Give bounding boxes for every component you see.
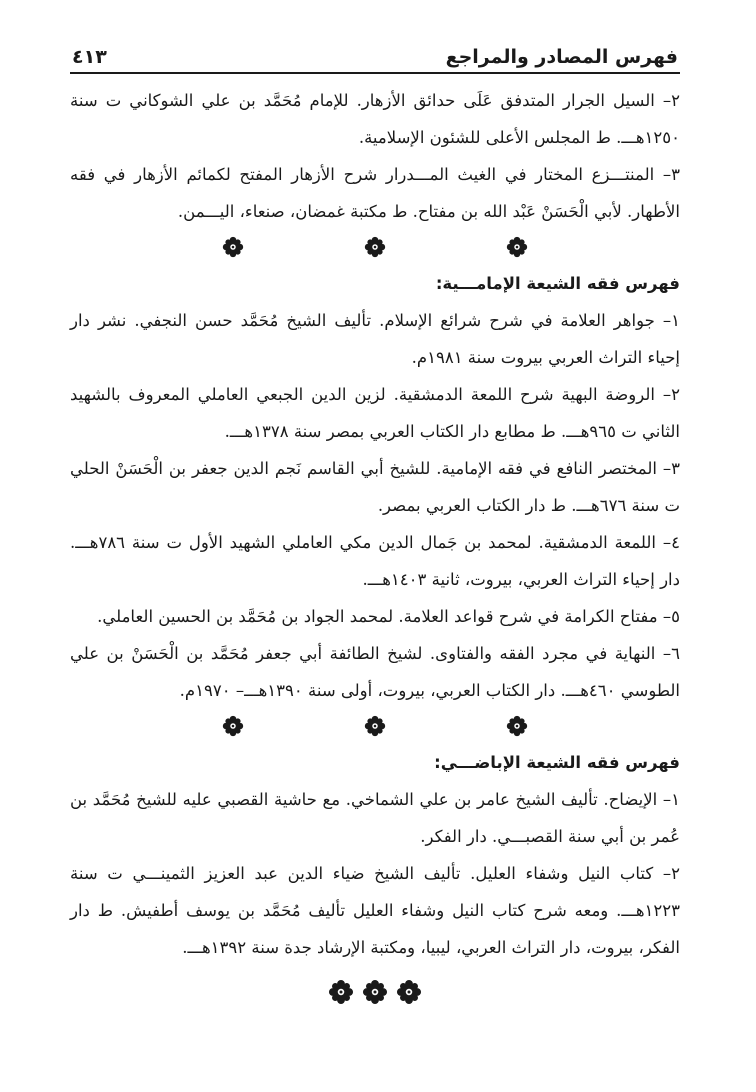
reference-entry: ٢– السيل الجرار المتدفق عَلَى حدائق الأزهار. للإمام مُحَمَّد بن علي الشوكاني ت سنة ١٢٥٠هـــ. ط المجلس الأعلى للشئون الإسلامية. bbox=[70, 91, 680, 147]
flower-ornament-icon bbox=[222, 236, 244, 258]
flower-ornament-icon bbox=[364, 715, 386, 737]
reference-entry: ٣– المنتـــزع المختار في الغيث المـــدرار شرح الأزهار المفتح لكمائم الأزهار في فقه الأطهار. لأبي الْحَسَنْ عَبْد الله بن مفتاح. ط مكتبة غمضان، صنعاء، اليـــمن. bbox=[70, 165, 680, 221]
flower-ornament-icon bbox=[506, 236, 528, 258]
flower-ornament-icon bbox=[506, 715, 528, 737]
running-title: فهرس المصادر والمراجع bbox=[445, 46, 678, 68]
flower-ornament-icon bbox=[222, 715, 244, 737]
flower-ornament-icon bbox=[328, 979, 354, 1005]
reference-entry: ٢– الروضة البهية شرح اللمعة الدمشقية. لزين الدين الجبعي العاملي المعروف بالشهيد الثاني ت ٩٦٥هـــ. ط مطابع دار الكتاب العربي بمصر سنة ١٣٧٨هـــ. bbox=[70, 385, 680, 441]
reference-entry: ٣– المختصر النافع في فقه الإمامية. للشيخ أبي القاسم نَجم الدين جعفر بن الْحَسَنْ الحلي ت سنة ٦٧٦هـــ. ط دار الكتاب العربي بمصر. bbox=[70, 459, 680, 515]
reference-entry: ٦– النهاية في مجرد الفقه والفتاوى. لشيخ الطائفة أبي جعفر مُحَمَّد بن الْحَسَنْ بن علي الطوسي ٤٦٠هـــ. دار الكتاب العربي، بيروت، أولى سنة ١٣٩٠هـــ– ١٩٧٠م. bbox=[70, 644, 680, 700]
reference-entry: ٥– مفتاح الكرامة في شرح قواعد العلامة. لمحمد الجواد بن مُحَمَّد بن الحسين العاملي. bbox=[97, 607, 680, 626]
section-heading-imamiyya: فهرس فقه الشيعة الإمامـــية: bbox=[435, 274, 680, 293]
page-content bbox=[70, 74, 680, 1012]
section-divider bbox=[70, 230, 680, 264]
section-divider bbox=[70, 709, 680, 743]
reference-entry: ٢– كتاب النيل وشفاء العليل. تأليف الشيخ ضياء الدين عبد العزيز الثمينـــي ت سنة ١٢٢٣هـــ. ومعه شرح كتاب النيل وشفاء العليل تأليف مُحَمَّد بن يوسف أطفيش. ط دار الفكر، بيروت، دار التراث العربي، ليبيا، ومكتبة الإرشاد جدة سنة ١٣٩٢هـــ. bbox=[70, 864, 680, 957]
flower-ornament-icon bbox=[362, 979, 388, 1005]
flower-ornament-icon bbox=[396, 979, 422, 1005]
flower-ornament-icon bbox=[364, 236, 386, 258]
reference-entry: ١– الإيضاح. تأليف الشيخ عامر بن علي الشماخي. مع حاشية القصبي عليه للشيخ مُحَمَّد بن عُمر بن أبي سنة القصبـــي. دار الفكر. bbox=[70, 790, 680, 846]
page-header bbox=[70, 40, 680, 74]
page-number: ٤١٣ bbox=[72, 46, 107, 68]
reference-entry: ١– جواهر العلامة في شرح شرائع الإسلام. تأليف الشيخ مُحَمَّد حسن النجفي. نشر دار إحياء التراث العربي بيروت سنة ١٩٨١م. bbox=[70, 311, 680, 367]
section-heading-ibadi: فهرس فقه الشيعة الإباضـــي: bbox=[434, 753, 680, 772]
end-ornament bbox=[70, 972, 680, 1012]
reference-entry: ٤– اللمعة الدمشقية. لمحمد بن جَمال الدين مكي العاملي الشهيد الأول ت سنة ٧٨٦هـــ. دار إحياء التراث العربي، بيروت، ثانية ١٤٠٣هـــ. bbox=[70, 533, 680, 589]
